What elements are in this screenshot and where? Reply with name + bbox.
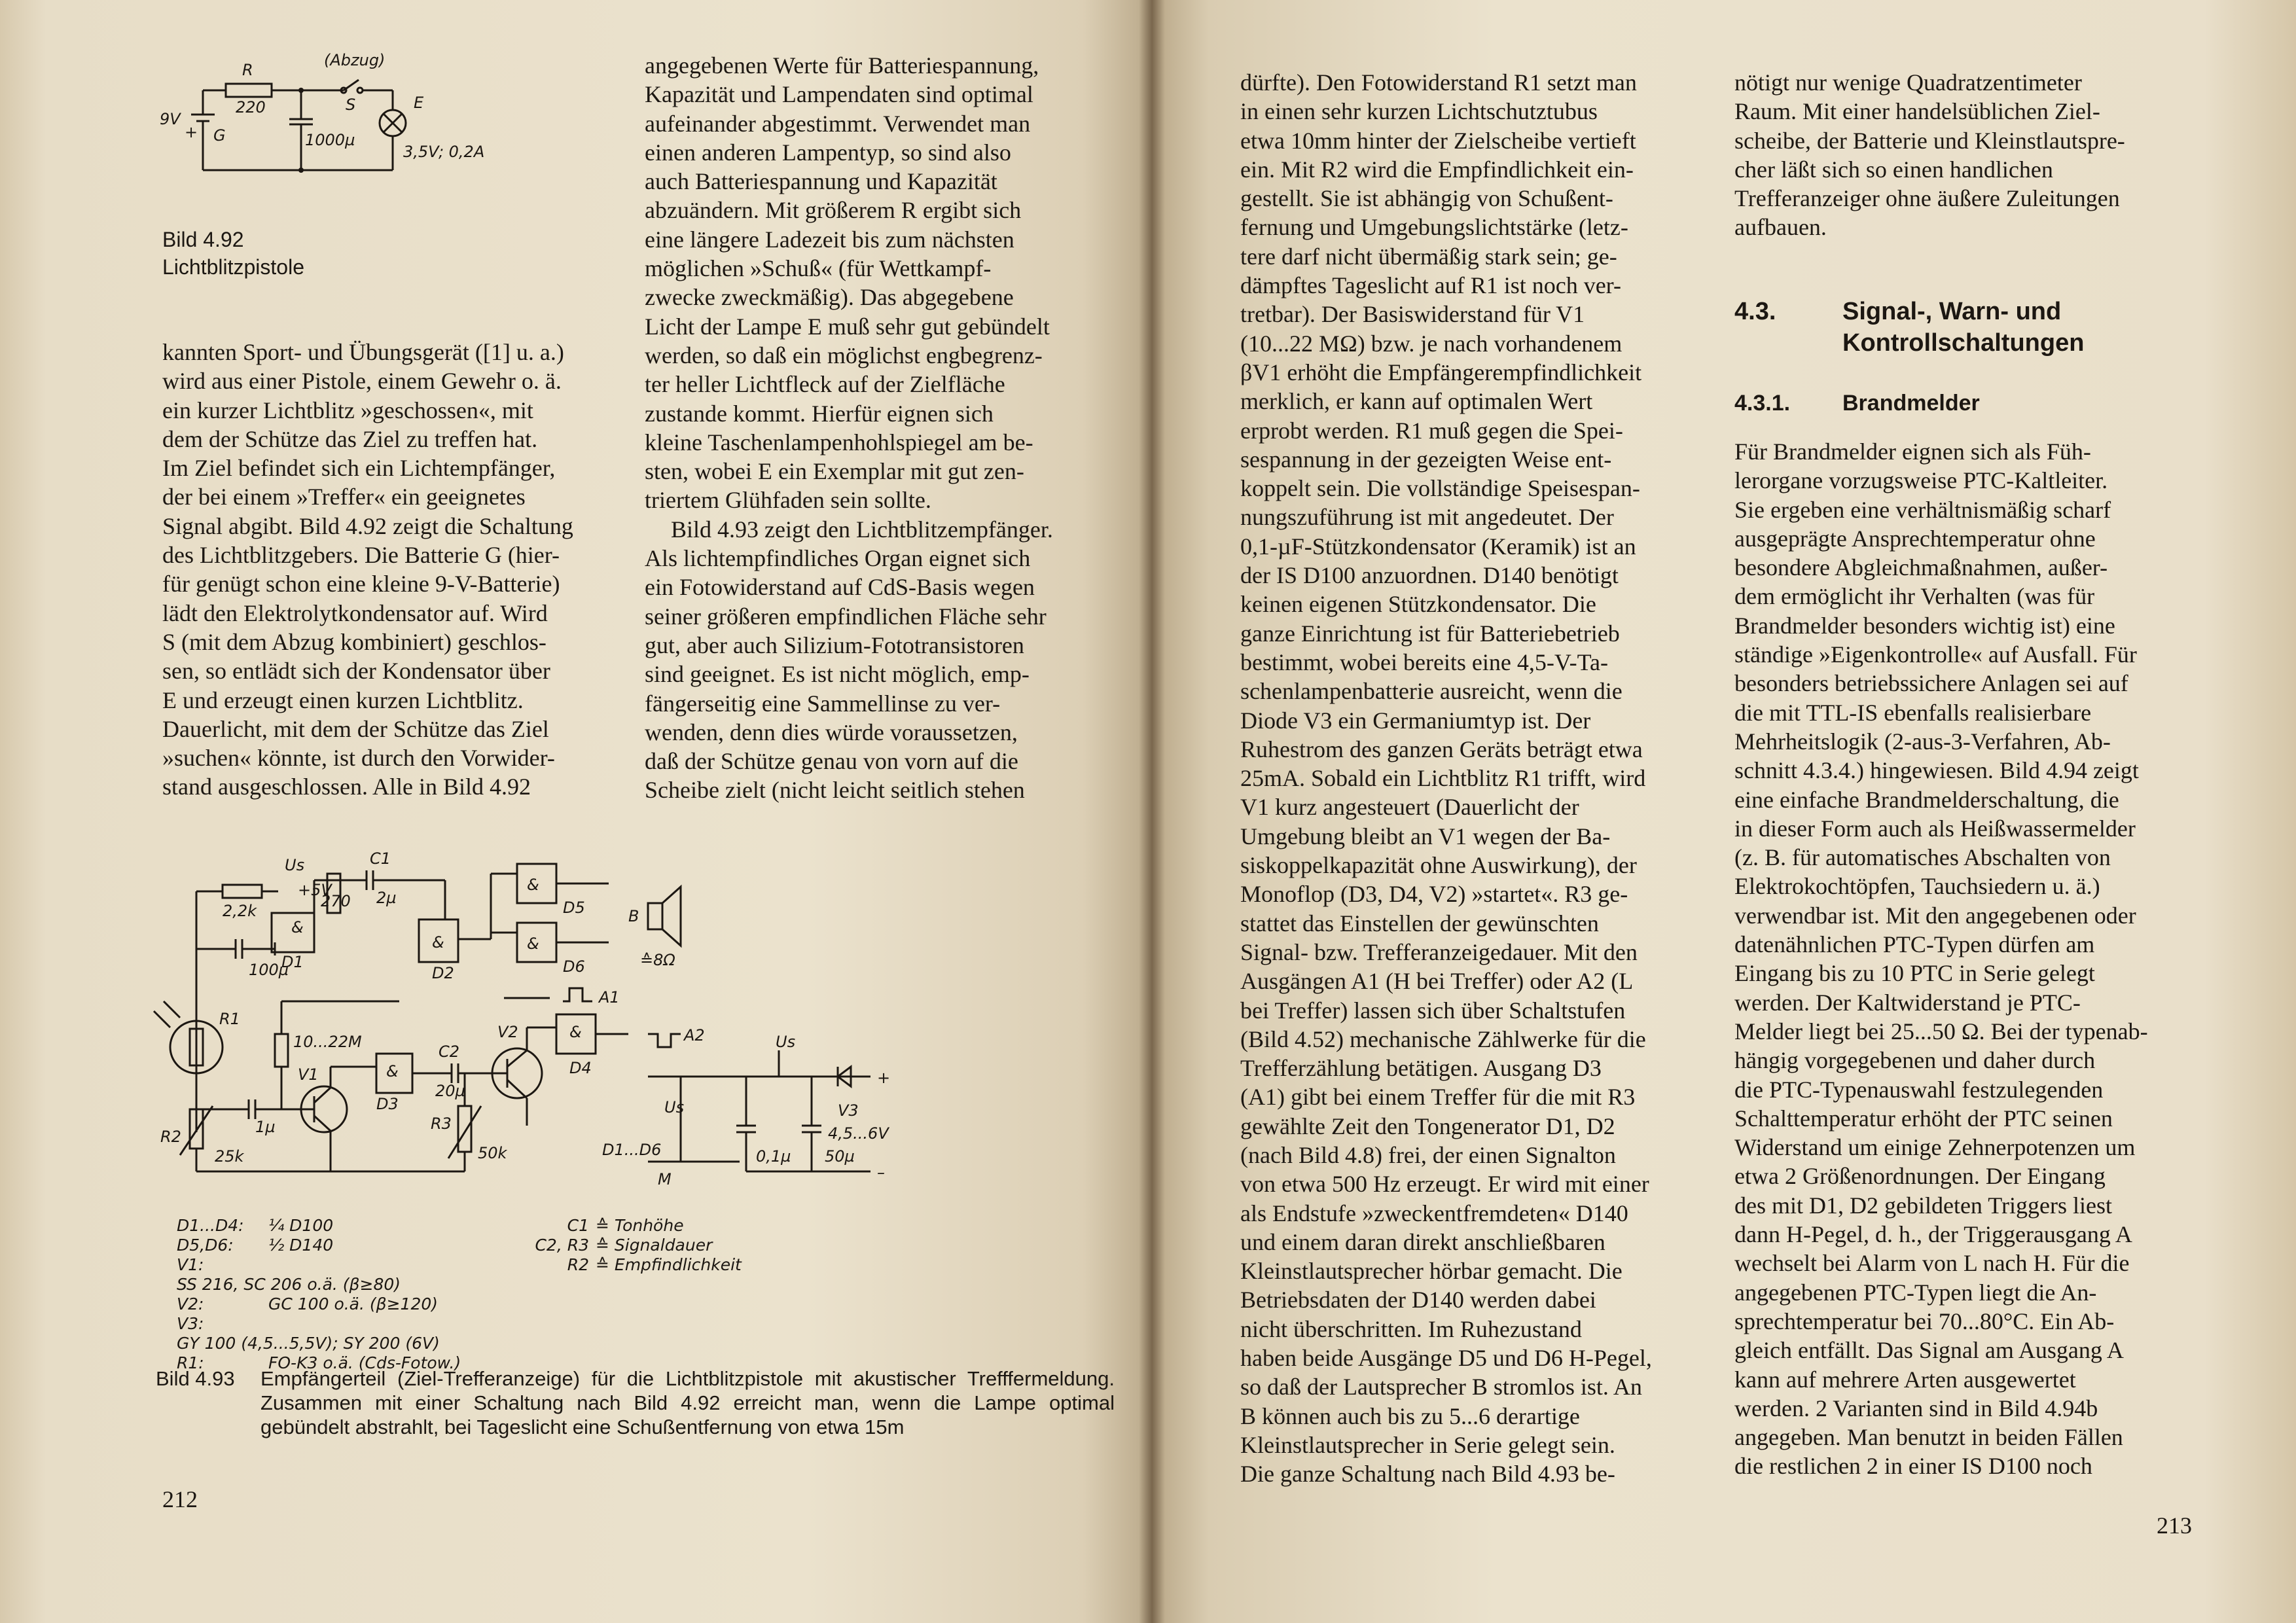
fig493-label-270: 270 <box>321 892 351 910</box>
text-line: von etwa 500 Hz erzeugt. Er wird mit einer <box>1240 1171 1649 1198</box>
text-line: zustande kommt. Hierfür eignen sich <box>645 400 994 427</box>
text-line: die mit TTL-IS ebenfalls realisierbare <box>1734 699 2092 726</box>
text-line: Signal- bzw. Trefferanzeigedauer. Mit den <box>1240 938 1638 965</box>
figure-4-93-caption <box>156 1366 1118 1471</box>
text-line: tretbar). Der Basiswiderstand für V1 <box>1240 301 1585 328</box>
text-line: Raum. Mit einer handelsüblichen Ziel- <box>1734 98 2100 125</box>
text-line: dem ermöglicht ihr Verhalten (was für <box>1734 583 2095 610</box>
text-line: wird aus einer Pistole, einem Gewehr o. ä. <box>162 368 562 395</box>
text-line: Diode V3 ein Germaniumtyp ist. Der <box>1240 707 1591 734</box>
text-line: ein Fotowiderstand auf CdS-Basis wegen <box>645 574 1035 601</box>
text-line: fängerseitig eine Sammellinse zu ver- <box>645 690 1001 717</box>
text-line: daß der Schütze genau von vorn auf die <box>645 748 1018 775</box>
text-line: möglichen »Schuß« (für Wettkampf- <box>645 255 992 282</box>
text-line: Signal abgibt. Bild 4.92 zeigt die Schaltung <box>162 512 573 539</box>
fig493-label-10-22M: 10...22M <box>293 1033 362 1051</box>
text-line: 25mA. Sobald ein Lichtblitz R1 trifft, wird <box>1240 765 1646 792</box>
text-line: haben beide Ausgänge D5 und D6 H-Pegel, <box>1240 1345 1652 1372</box>
text-line: lerorgane vorzugsweise PTC-Kaltleiter. <box>1734 467 2108 494</box>
fig493-label-C1-value: 2µ <box>376 889 397 907</box>
text-line: dem der Schütze das Ziel zu treffen hat. <box>162 425 538 452</box>
text-line: ständige »Eigenkontrolle« auf Ausfall. Für <box>1734 641 2137 668</box>
legend-key: V1: <box>177 1255 204 1274</box>
fig493-parts-legend <box>177 1216 465 1373</box>
fig493-label-50k: 50k <box>478 1144 507 1162</box>
text-line: wechselt bei Alarm von L nach H. Für die <box>1734 1250 2130 1277</box>
text-line: koppelt sein. Die vollständige Speisespan- <box>1240 475 1640 502</box>
text-line: dürfte). Den Fotowiderstand R1 setzt man <box>1240 69 1637 96</box>
text-line: datenähnlichen PTC-Typen dürfen am <box>1734 931 2095 958</box>
text-line: Im Ziel befindet sich ein Lichtempfänger, <box>162 455 556 482</box>
text-line: ein kurzer Lichtblitz »geschossen«, mit <box>162 397 533 423</box>
text-line: der bei einem »Treffer« ein geeignetes <box>162 484 526 510</box>
text-line: nötigt nur wenige Quadratzentimeter <box>1734 69 2082 96</box>
legend-key: C1 <box>567 1216 589 1235</box>
text-line: erprobt werden. R1 muß gegen die Spei- <box>1240 417 1623 444</box>
fig493-label-C2-value: 20µ <box>435 1082 465 1100</box>
text-line: sind geeignet. Es ist nicht möglich, emp- <box>645 661 1030 688</box>
page-number-left: 212 <box>162 1486 198 1512</box>
section-heading-title-line-2: Kontrollschaltungen <box>1842 329 2085 357</box>
text-line: etwa 2 Größenordnungen. Der Eingang <box>1734 1163 2106 1190</box>
text-line: V1 kurz angesteuert (Dauerlicht der <box>1240 794 1579 821</box>
text-line: Als lichtempfindliches Organ eignet sich <box>645 545 1031 572</box>
legend-row <box>517 1255 779 1275</box>
text-line: Bild 4.93 zeigt den Lichtblitzempfänger. <box>671 516 1053 543</box>
text-line: stand ausgeschlossen. Alle in Bild 4.92 <box>162 774 531 800</box>
fig493-label-M: M <box>658 1170 672 1188</box>
text-line: gut, aber auch Silizium-Fototransistoren <box>645 632 1024 658</box>
fig493-label-A1: A1 <box>599 988 620 1007</box>
fig493-label-D1-D6: D1...D6 <box>602 1141 662 1159</box>
fig493-label-B: B <box>628 907 639 925</box>
text-line: kannten Sport- und Übungsgerät ([1] u. a.) <box>162 339 564 365</box>
text-line: triertem Glühfaden sein sollte. <box>645 487 931 514</box>
text-line: in einen sehr kurzen Lichtschutztubus <box>1240 98 1598 125</box>
fig493-caption-text: Empfängerteil (Ziel-Trefferanzeige) für die Lichtblitzpistole mit akustischer Trefffermeldung. Zusammen mit einer Schaltung nach Bild 4.92 erreicht man, wenn die Lampe optimal gebündelt abstrahlt, bei Tageslicht eine Schußentfernung von etwa 15m <box>260 1367 1115 1438</box>
text-line: Ausgängen A1 (H bei Treffer) oder A2 (L <box>1240 968 1634 995</box>
fig492-label-S: S <box>346 96 356 114</box>
fig493-function-legend <box>517 1216 779 1275</box>
text-line: 0,1-µF-Stützkondensator (Keramik) ist an <box>1240 533 1636 560</box>
text-line: die restlichen 2 in einer IS D100 noch <box>1734 1453 2092 1480</box>
fig493-label-5v: +5V <box>298 881 332 899</box>
legend-key: R2 <box>567 1255 589 1274</box>
text-line: so daß der Lautsprecher B stromlos ist. An <box>1240 1374 1642 1400</box>
subsection-heading-title: Brandmelder <box>1842 391 1980 416</box>
text-line: tere darf nicht übermäßig stark sein; ge- <box>1240 243 1617 270</box>
text-line: Ruhestrom des ganzen Geräts beträgt etwa <box>1240 736 1643 762</box>
fig493-label-plus: + <box>877 1069 891 1087</box>
text-line: besondere Abgleichmaßnahmen, außer- <box>1734 554 2108 581</box>
text-line: Kapazität und Lampendaten sind optimal <box>645 81 1033 108</box>
legend-row <box>177 1294 465 1314</box>
fig493-label-V1: V1 <box>298 1065 319 1084</box>
text-line: angegebenen Werte für Batteriespannung, <box>645 52 1039 79</box>
text-line: seiner größeren empfindlichen Fläche sehr <box>645 603 1047 630</box>
legend-value: ≙ Tonhöhe <box>596 1216 684 1235</box>
text-line: Kleinstlautsprecher in Serie gelegt sein. <box>1240 1431 1615 1458</box>
text-line: Melder liegt bei 25...50 Ω. Bei der typenab- <box>1734 1018 2148 1044</box>
text-line: scheibe, der Batterie und Kleinstlautspre- <box>1734 127 2125 154</box>
text-line: abzuändern. Mit größerem R ergibt sich <box>645 197 1022 224</box>
text-line: (A1) gibt bei einem Treffer für die mit R3 <box>1240 1084 1636 1111</box>
fig493-label-50u: 50µ <box>825 1147 855 1166</box>
fig493-label-D5: D5 <box>563 899 585 917</box>
fig493-gate-D3-symbol: & <box>386 1062 399 1080</box>
legend-value: GY 100 (4,5...5,5V); SY 200 (6V) <box>177 1334 440 1353</box>
legend-value: ¼ D100 <box>268 1216 334 1235</box>
legend-value: SS 216, SC 206 o.ä. (β≥80) <box>177 1275 401 1294</box>
legend-value: FO-K3 o.ä. (Cds-Fotow.) <box>268 1353 461 1372</box>
text-line: ein. Mit R2 wird die Empfindlichkeit ein- <box>1240 156 1634 183</box>
text-line: S (mit dem Abzug kombiniert) geschlos- <box>162 628 547 655</box>
fig493-label-A2: A2 <box>684 1026 705 1044</box>
text-line: (nach Bild 4.8) frei, der einen Signalton <box>1240 1141 1616 1168</box>
text-line: schenlampenbatterie ausreicht, wenn die <box>1240 678 1623 705</box>
legend-row <box>177 1255 465 1294</box>
text-line: Umgebung bleibt an V1 wegen der Ba- <box>1240 823 1611 849</box>
text-line: und einem daran direkt anschließbaren <box>1240 1228 1605 1255</box>
text-line: Eingang bis zu 10 PTC in Serie gelegt <box>1734 960 2095 987</box>
fig492-label-E: E <box>414 94 424 112</box>
fig493-label-D4: D4 <box>569 1059 592 1077</box>
text-line: keinen eigenen Stützkondensator. Die <box>1240 591 1596 618</box>
figure-4-92-caption <box>162 226 304 281</box>
fig492-label-R: R <box>242 61 253 79</box>
text-line: verwendbar ist. Mit den angegebenen oder <box>1734 902 2136 929</box>
text-line: in dieser Form auch als Heißwassermelder <box>1734 815 2136 842</box>
text-line: kann auf mehrere Arten ausgewertet <box>1734 1366 2076 1393</box>
text-line: Sie ergeben eine verhältnismäßig scharf <box>1734 496 2111 523</box>
text-line: aufeinander abgestimmt. Verwendet man <box>645 110 1031 137</box>
fig493-gate-D6-symbol: & <box>527 935 539 953</box>
legend-key: V2: <box>177 1294 204 1313</box>
text-line: werden, so daß ein möglichst engbegrenz- <box>645 342 1043 368</box>
text-line: lädt den Elektrolytkondensator auf. Wird <box>162 599 548 626</box>
right-page <box>1152 0 2296 1623</box>
text-line: nungszuführung ist mit angedeutet. Der <box>1240 504 1614 531</box>
fig493-label-Us: Us <box>285 856 305 874</box>
text-line: kleine Taschenlampenhohlspiegel am be- <box>645 429 1033 455</box>
fig493-label-V3: V3 <box>838 1101 859 1120</box>
legend-key: C2, R3 <box>535 1236 589 1255</box>
right-column-2-top-text <box>1734 68 2200 242</box>
text-line: sten, wobei E ein Exemplar mit gut zen- <box>645 458 1024 485</box>
text-line: dann H-Pegel, d. h., der Triggerausgang A <box>1734 1221 2132 1248</box>
fig493-label-C2: C2 <box>439 1043 460 1061</box>
fig493-label-Us-2: Us <box>664 1098 685 1116</box>
text-line: gewählte Zeit den Tongenerator D1, D2 <box>1240 1113 1615 1139</box>
text-line: die PTC-Typenauswahl festzulegenden <box>1734 1076 2104 1103</box>
legend-value: ≙ Signaldauer <box>596 1236 713 1255</box>
text-line: angegebenen PTC-Typen liegt die An- <box>1734 1279 2097 1306</box>
text-line: bei Treffer) lassen sich über Schaltstufen <box>1240 997 1626 1024</box>
fig492-label-battery: 9V <box>160 110 181 128</box>
text-line: Brandmelder besonders wichtig ist) eine <box>1734 612 2115 639</box>
text-line: Für Brandmelder eignen sich als Füh- <box>1734 438 2091 465</box>
figure-4-93-schematic <box>151 851 936 1217</box>
right-column-2-body-text <box>1734 437 2200 1481</box>
left-column-1-text <box>162 338 614 802</box>
text-line: gestellt. Sie ist abhängig von Schußent- <box>1240 185 1613 212</box>
fig493-label-voltage: 4,5...6V <box>828 1124 889 1143</box>
text-line: cher läßt sich so einen handlichen <box>1734 156 2053 183</box>
fig493-label-R1: R1 <box>219 1010 240 1028</box>
legend-key: D1...D4: <box>177 1216 244 1235</box>
text-line: zwecke zweckmäßig). Das abgegebene <box>645 284 1014 311</box>
text-line: sprechtemperatur bei 70...80°C. Ein Ab- <box>1734 1308 2115 1334</box>
fig493-label-Us-3: Us <box>776 1033 796 1051</box>
text-line: eine längere Ladezeit bis zum nächsten <box>645 226 1014 253</box>
text-line: angegeben. Man benutzt in beiden Fällen <box>1734 1424 2123 1451</box>
fig493-label-D1: D1 <box>281 953 304 971</box>
text-line: »suchen« könnte, ist durch den Vorwider- <box>162 745 555 772</box>
text-line: eine einfache Brandmelderschaltung, die <box>1734 786 2119 813</box>
text-line: des Lichtblitzgebers. Die Batterie G (hier- <box>162 542 560 569</box>
legend-value: ≙ Empfindlichkeit <box>596 1255 742 1274</box>
text-line: sespannung in der gezeigten Weise ent- <box>1240 446 1612 473</box>
section-heading-title-line-1: Signal-, Warn- und <box>1842 298 2062 325</box>
text-line: etwa 10mm hinter der Zielscheibe vertieft <box>1240 127 1636 154</box>
text-line: Licht der Lampe E muß sehr gut gebündelt <box>645 313 1050 340</box>
text-line: ter heller Lichtfleck auf der Zielfläche <box>645 371 1005 398</box>
fig493-label-R2: R2 <box>160 1128 181 1146</box>
text-line: einen anderen Lampentyp, so sind also <box>645 139 1011 166</box>
fig493-label-01u: 0,1µ <box>756 1147 791 1166</box>
legend-key: D5,D6: <box>177 1236 234 1255</box>
text-line: gleich entfällt. Das Signal am Ausgang A <box>1734 1337 2124 1364</box>
legend-row <box>177 1314 465 1353</box>
fig493-gate-D4-symbol: & <box>569 1023 582 1041</box>
legend-row <box>177 1216 465 1236</box>
text-line: B können auch bis zu 5...6 derartige <box>1240 1402 1580 1429</box>
text-line: besonders betriebssichere Anlagen sei auf <box>1734 670 2128 697</box>
text-line: hängig vorgegebenen und daher durch <box>1734 1047 2096 1074</box>
fig492-caption-number: Bild 4.92 <box>162 228 244 251</box>
text-line: Kleinstlautsprecher hörbar gemacht. Die <box>1240 1258 1623 1285</box>
text-line: werden. Der Kaltwiderstand je PTC- <box>1734 989 2081 1016</box>
fig493-label-D6: D6 <box>563 957 585 976</box>
legend-value: ½ D140 <box>268 1236 334 1255</box>
legend-key: R1: <box>177 1353 204 1372</box>
text-line: (z. B. für automatisches Abschalten von <box>1734 844 2111 871</box>
text-line: ausgeprägte Ansprechtemperatur ohne <box>1734 525 2096 552</box>
legend-row <box>517 1216 779 1236</box>
legend-value: GC 100 o.ä. (β≥120) <box>268 1294 439 1313</box>
text-line: Schalttemperatur erhöht der PTC seinen <box>1734 1105 2113 1132</box>
text-line: sen, so entlädt sich der Kondensator über <box>162 658 550 685</box>
text-line: bestimmt, wobei bereits eine 4,5-V-Ta- <box>1240 649 1609 675</box>
text-line: nicht überschritten. Im Ruhezustand <box>1240 1315 1582 1342</box>
text-line: werden. 2 Varianten sind in Bild 4.94b <box>1734 1395 2098 1421</box>
subsection-heading-number: 4.3.1. <box>1734 391 1791 416</box>
text-line: Trefferanzeiger ohne äußere Zuleitungen <box>1734 185 2120 212</box>
fig493-label-C1: C1 <box>370 851 391 868</box>
figure-4-92-schematic <box>151 46 517 203</box>
legend-row <box>177 1236 465 1255</box>
text-line: der IS D100 anzuordnen. D140 benötigt <box>1240 562 1619 589</box>
fig493-gate-D1-symbol: & <box>291 918 304 936</box>
fig493-label-8ohm: ≙8Ω <box>640 951 675 969</box>
text-line: schnitt 4.3.4.) hingewiesen. Bild 4.94 zeigt <box>1734 757 2139 784</box>
fig492-label-plus: + <box>185 123 198 141</box>
text-line: auch Batteriespannung und Kapazität <box>645 168 997 195</box>
legend-row <box>517 1236 779 1255</box>
fig493-label-2k2: 2,2k <box>223 902 257 920</box>
fig493-label-100u: 100µ <box>249 961 289 979</box>
fig493-label-V2: V2 <box>497 1023 518 1041</box>
fig492-label-abzug: (Abzug) <box>324 51 386 69</box>
text-line: des mit D1, D2 gebildeten Triggers liest <box>1734 1192 2112 1219</box>
fig492-label-lamp: 3,5V; 0,2A <box>403 143 485 161</box>
right-column-1-text <box>1240 68 1704 1489</box>
text-line: siskoppelkapazität ohne Auswirkung), der <box>1240 852 1637 879</box>
text-line: als Endstufe »zweckentfremdeten« D140 <box>1240 1200 1628 1226</box>
book-gutter <box>1139 0 1165 1623</box>
text-line: merklich, er kann auf optimalen Wert <box>1240 388 1593 415</box>
fig493-gate-D5-symbol: & <box>527 876 539 894</box>
text-line: wenden, denn dies würde voraussetzen, <box>645 719 1018 745</box>
fig493-gate-D2-symbol: & <box>432 933 444 952</box>
text-line: aufbauen. <box>1734 214 1827 241</box>
fig493-label-R3: R3 <box>431 1115 452 1133</box>
page-number-right: 213 <box>2157 1512 2192 1539</box>
text-line: E und erzeugt einen kurzen Lichtblitz. <box>162 687 524 713</box>
text-line: Betriebsdaten der D140 werden dabei <box>1240 1287 1596 1313</box>
fig492-caption-title: Lichtblitzpistole <box>162 255 304 279</box>
fig492-label-C: 1000µ <box>305 131 355 149</box>
legend-key: V3: <box>177 1314 204 1333</box>
text-line: Elektrokochtöpfen, Tauchsiedern u. ä.) <box>1734 873 2100 900</box>
text-line: Scheibe zielt (nicht leicht seitlich stehen <box>645 777 1025 804</box>
fig493-label-D3: D3 <box>376 1095 399 1113</box>
section-heading-number: 4.3. <box>1734 298 1776 325</box>
text-line: dämpftes Tageslicht auf R1 ist noch ver- <box>1240 272 1621 299</box>
text-line: Trefferzählung betätigen. Ausgang D3 <box>1240 1055 1602 1082</box>
fig493-label-D2: D2 <box>432 964 454 982</box>
text-line: Die ganze Schaltung nach Bild 4.93 be- <box>1240 1461 1615 1488</box>
text-line: Monoflop (D3, D4, V2) »startet«. R3 ge- <box>1240 881 1628 908</box>
fig493-label-1u: 1µ <box>255 1118 276 1136</box>
left-column-2-text <box>645 51 1103 805</box>
text-line: βV1 erhöht die Empfängerempfindlichkeit <box>1240 359 1642 385</box>
fig493-label-25k: 25k <box>215 1147 244 1166</box>
text-line: (Bild 4.52) mechanische Zählwerke für die <box>1240 1026 1646 1052</box>
fig493-label-minus: – <box>877 1164 885 1182</box>
text-line: Widerstand um einige Zehnerpotenzen um <box>1734 1134 2136 1161</box>
text-line: Mehrheitslogik (2-aus-3-Verfahren, Ab- <box>1734 728 2111 755</box>
text-line: Dauerlicht, mit dem der Schütze das Ziel <box>162 715 549 742</box>
text-line: für genügt schon eine kleine 9-V-Batterie) <box>162 571 560 597</box>
text-line: ganze Einrichtung ist für Batteriebetrieb <box>1240 620 1620 647</box>
fig492-label-G: G <box>213 126 226 145</box>
fig493-caption-number: Bild 4.93 <box>156 1367 235 1390</box>
text-line: stattet das Einstellen der gewünschten <box>1240 910 1599 936</box>
fig492-label-R-value: 220 <box>236 98 266 116</box>
text-line: fernung und Umgebungslichtstärke (letz- <box>1240 214 1628 241</box>
text-line: (10...22 MΩ) bzw. je nach vorhandenem <box>1240 330 1623 357</box>
